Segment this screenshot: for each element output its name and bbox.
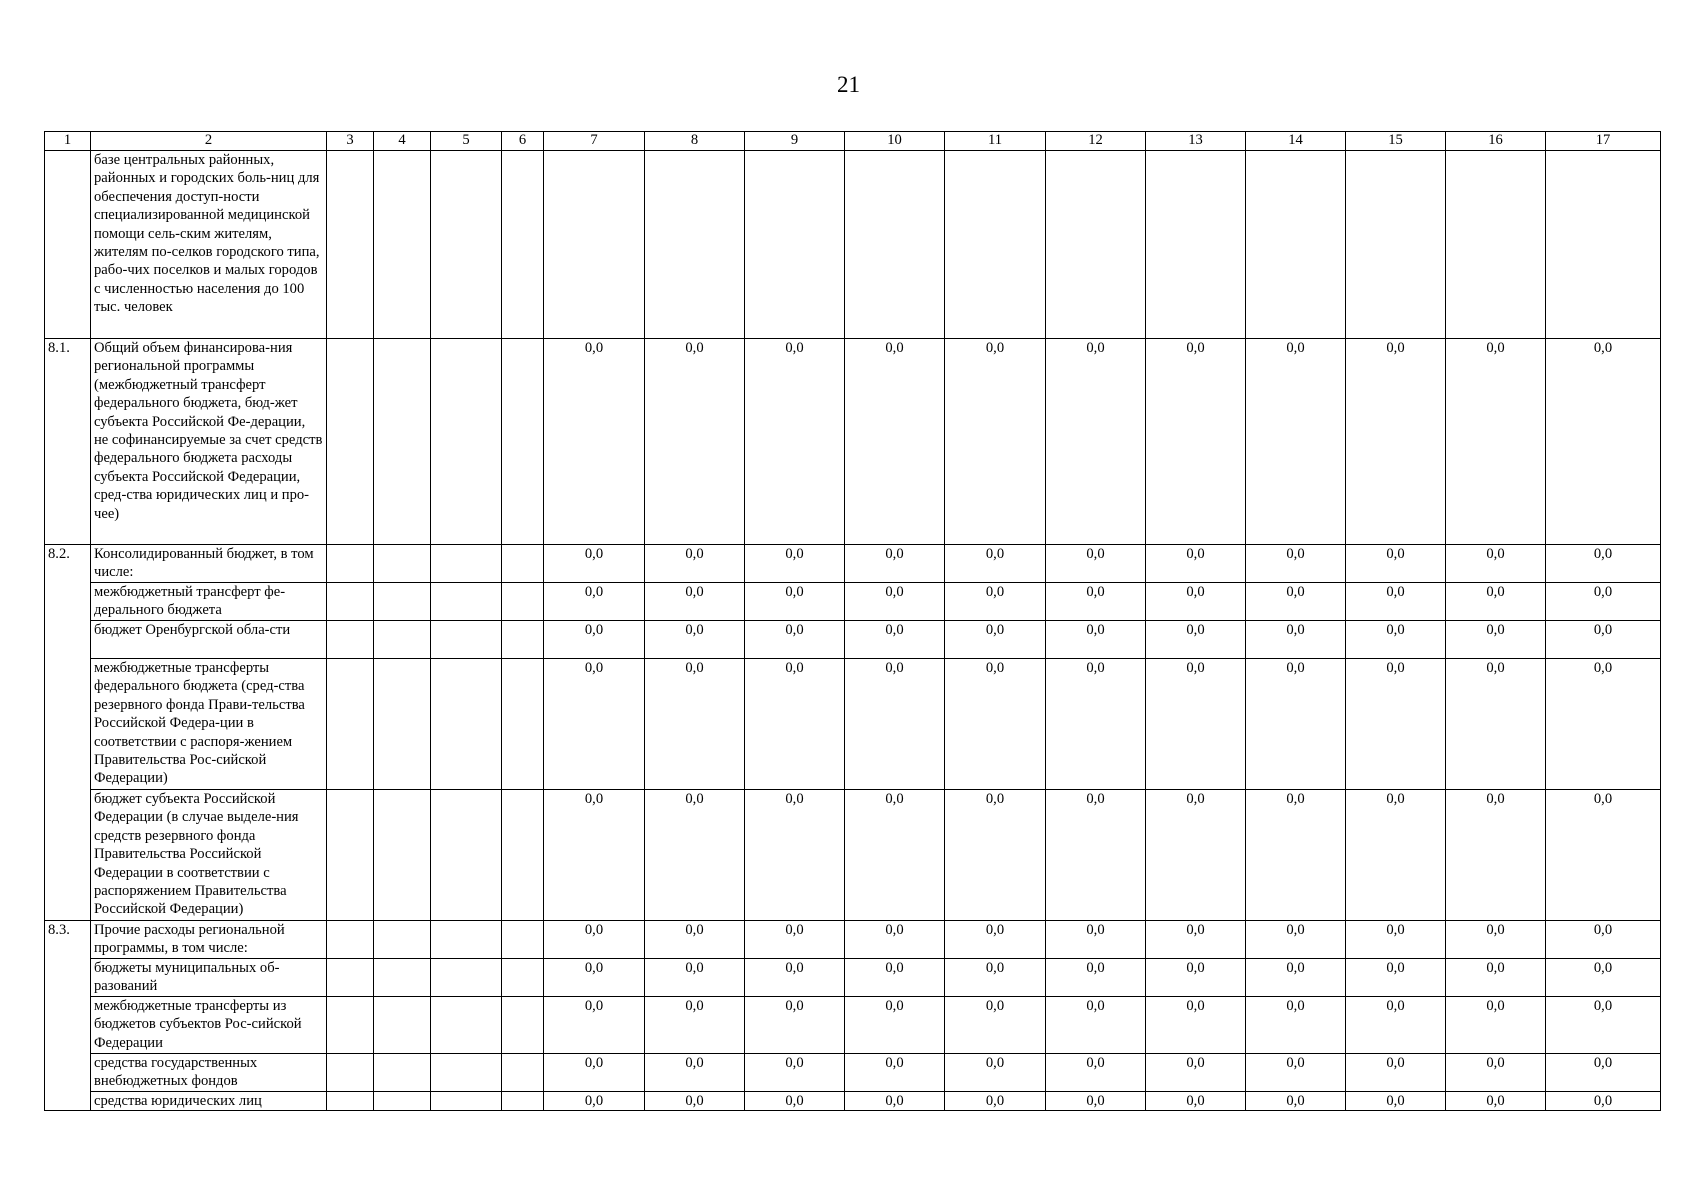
value-cell-col-12: 0,0 xyxy=(1046,659,1146,790)
empty-cell xyxy=(327,583,374,621)
empty-cell xyxy=(502,997,544,1054)
empty-cell xyxy=(431,621,502,659)
table-row xyxy=(45,1092,1661,1111)
empty-cell xyxy=(327,921,374,959)
empty-cell xyxy=(431,997,502,1054)
value-cell-col-7: 0,0 xyxy=(544,1092,645,1111)
empty-cell xyxy=(502,151,544,339)
value-cell-col-9: 0,0 xyxy=(745,621,845,659)
column-header-1: 1 xyxy=(45,132,91,151)
value-cell-col-16: 0,0 xyxy=(1446,959,1546,997)
empty-cell xyxy=(431,151,502,339)
row-description-cell: межбюджетные трансферты из бюджетов субъектов Рос-сийской Федерации xyxy=(91,997,327,1054)
value-cell-col-17: 0,0 xyxy=(1546,997,1661,1054)
value-cell-col-12 xyxy=(1046,151,1146,339)
value-cell-col-11: 0,0 xyxy=(945,621,1046,659)
value-cell-col-14: 0,0 xyxy=(1246,659,1346,790)
empty-cell xyxy=(327,151,374,339)
value-cell-col-11: 0,0 xyxy=(945,790,1046,921)
value-cell-col-11: 0,0 xyxy=(945,339,1046,545)
value-cell-col-9: 0,0 xyxy=(745,583,845,621)
value-cell-col-10: 0,0 xyxy=(845,583,945,621)
column-header-3: 3 xyxy=(327,132,374,151)
table-row xyxy=(45,790,1661,921)
value-cell-col-16: 0,0 xyxy=(1446,921,1546,959)
value-cell-col-7: 0,0 xyxy=(544,921,645,959)
value-cell-col-9: 0,0 xyxy=(745,790,845,921)
value-cell-col-17: 0,0 xyxy=(1546,583,1661,621)
empty-cell xyxy=(327,545,374,583)
empty-cell xyxy=(502,1092,544,1111)
empty-cell xyxy=(502,339,544,545)
value-cell-col-12: 0,0 xyxy=(1046,583,1146,621)
value-cell-col-9: 0,0 xyxy=(745,339,845,545)
value-cell-col-8: 0,0 xyxy=(645,339,745,545)
table-row xyxy=(45,583,1661,621)
value-cell-col-11: 0,0 xyxy=(945,1054,1046,1092)
value-cell-col-14: 0,0 xyxy=(1246,339,1346,545)
value-cell-col-11: 0,0 xyxy=(945,1092,1046,1111)
empty-cell xyxy=(327,659,374,790)
table-row xyxy=(45,151,1661,339)
empty-cell xyxy=(502,921,544,959)
column-header-7: 7 xyxy=(544,132,645,151)
table-header xyxy=(45,132,1661,151)
value-cell-col-13: 0,0 xyxy=(1146,339,1246,545)
value-cell-col-16: 0,0 xyxy=(1446,583,1546,621)
value-cell-col-10 xyxy=(845,151,945,339)
value-cell-col-15: 0,0 xyxy=(1346,339,1446,545)
value-cell-col-10: 0,0 xyxy=(845,959,945,997)
table-row xyxy=(45,339,1661,545)
empty-cell xyxy=(327,621,374,659)
value-cell-col-12: 0,0 xyxy=(1046,339,1146,545)
value-cell-col-8: 0,0 xyxy=(645,790,745,921)
empty-cell xyxy=(502,621,544,659)
value-cell-col-16: 0,0 xyxy=(1446,339,1546,545)
value-cell-col-10: 0,0 xyxy=(845,339,945,545)
empty-cell xyxy=(327,790,374,921)
empty-cell xyxy=(374,921,431,959)
value-cell-col-10: 0,0 xyxy=(845,997,945,1054)
table-row xyxy=(45,621,1661,659)
value-cell-col-16: 0,0 xyxy=(1446,621,1546,659)
value-cell-col-17: 0,0 xyxy=(1546,1054,1661,1092)
column-header-13: 13 xyxy=(1146,132,1246,151)
value-cell-col-12: 0,0 xyxy=(1046,921,1146,959)
value-cell-col-8: 0,0 xyxy=(645,659,745,790)
column-header-10: 10 xyxy=(845,132,945,151)
column-header-9: 9 xyxy=(745,132,845,151)
value-cell-col-11: 0,0 xyxy=(945,659,1046,790)
value-cell-col-7: 0,0 xyxy=(544,545,645,583)
value-cell-col-8: 0,0 xyxy=(645,583,745,621)
page-number: 21 xyxy=(837,72,860,97)
value-cell-col-14: 0,0 xyxy=(1246,545,1346,583)
value-cell-col-14: 0,0 xyxy=(1246,921,1346,959)
column-header-8: 8 xyxy=(645,132,745,151)
value-cell-col-17: 0,0 xyxy=(1546,621,1661,659)
value-cell-col-11: 0,0 xyxy=(945,997,1046,1054)
row-description-cell: межбюджетные трансферты федерального бюджета (сред-ства резервного фонда Прави-тельства Российской Федера-ции в соответствии с распоря-жением Правительства Рос-сийской Федерации) xyxy=(91,659,327,790)
value-cell-col-16: 0,0 xyxy=(1446,1092,1546,1111)
empty-cell xyxy=(374,659,431,790)
value-cell-col-7: 0,0 xyxy=(544,959,645,997)
value-cell-col-11: 0,0 xyxy=(945,545,1046,583)
value-cell-col-17: 0,0 xyxy=(1546,339,1661,545)
value-cell-col-8: 0,0 xyxy=(645,621,745,659)
empty-cell xyxy=(374,997,431,1054)
row-description-cell: бюджет субъекта Российской Федерации (в случае выделе-ния средств резервного фонда Правительства Российской Федерации в соответствии с распоряжением Правительства Российской Федерации) xyxy=(91,790,327,921)
empty-cell xyxy=(502,790,544,921)
empty-cell xyxy=(502,1054,544,1092)
value-cell-col-15: 0,0 xyxy=(1346,997,1446,1054)
value-cell-col-11 xyxy=(945,151,1046,339)
value-cell-col-17: 0,0 xyxy=(1546,959,1661,997)
row-description-cell: межбюджетный трансферт фе-дерального бюджета xyxy=(91,583,327,621)
value-cell-col-13: 0,0 xyxy=(1146,997,1246,1054)
value-cell-col-15: 0,0 xyxy=(1346,790,1446,921)
value-cell-col-11: 0,0 xyxy=(945,583,1046,621)
value-cell-col-13: 0,0 xyxy=(1146,545,1246,583)
empty-cell xyxy=(374,790,431,921)
column-header-17: 17 xyxy=(1546,132,1661,151)
row-number-cell: 8.2. xyxy=(45,545,91,921)
value-cell-col-13: 0,0 xyxy=(1146,659,1246,790)
value-cell-col-14 xyxy=(1246,151,1346,339)
value-cell-col-11: 0,0 xyxy=(945,921,1046,959)
empty-cell xyxy=(374,583,431,621)
value-cell-col-12: 0,0 xyxy=(1046,545,1146,583)
empty-cell xyxy=(431,1092,502,1111)
value-cell-col-15: 0,0 xyxy=(1346,1054,1446,1092)
column-header-11: 11 xyxy=(945,132,1046,151)
value-cell-col-13: 0,0 xyxy=(1146,621,1246,659)
empty-cell xyxy=(431,659,502,790)
value-cell-col-13: 0,0 xyxy=(1146,921,1246,959)
empty-cell xyxy=(374,151,431,339)
column-header-2: 2 xyxy=(91,132,327,151)
empty-cell xyxy=(431,790,502,921)
value-cell-col-8 xyxy=(645,151,745,339)
value-cell-col-10: 0,0 xyxy=(845,921,945,959)
empty-cell xyxy=(374,545,431,583)
empty-cell xyxy=(502,583,544,621)
column-header-14: 14 xyxy=(1246,132,1346,151)
header-row xyxy=(45,132,1661,151)
value-cell-col-10: 0,0 xyxy=(845,1092,945,1111)
value-cell-col-14: 0,0 xyxy=(1246,621,1346,659)
value-cell-col-17: 0,0 xyxy=(1546,1092,1661,1111)
value-cell-col-10: 0,0 xyxy=(845,659,945,790)
value-cell-col-7: 0,0 xyxy=(544,790,645,921)
financing-table xyxy=(44,131,1661,1111)
table-row xyxy=(45,959,1661,997)
value-cell-col-13: 0,0 xyxy=(1146,790,1246,921)
value-cell-col-12: 0,0 xyxy=(1046,997,1146,1054)
value-cell-col-14: 0,0 xyxy=(1246,959,1346,997)
value-cell-col-12: 0,0 xyxy=(1046,959,1146,997)
value-cell-col-15: 0,0 xyxy=(1346,921,1446,959)
value-cell-col-14: 0,0 xyxy=(1246,583,1346,621)
empty-cell xyxy=(327,1054,374,1092)
empty-cell xyxy=(327,339,374,545)
value-cell-col-14: 0,0 xyxy=(1246,790,1346,921)
value-cell-col-8: 0,0 xyxy=(645,1092,745,1111)
empty-cell xyxy=(431,959,502,997)
value-cell-col-9: 0,0 xyxy=(745,545,845,583)
value-cell-col-8: 0,0 xyxy=(645,959,745,997)
value-cell-col-7: 0,0 xyxy=(544,583,645,621)
value-cell-col-16: 0,0 xyxy=(1446,545,1546,583)
value-cell-col-9: 0,0 xyxy=(745,959,845,997)
value-cell-col-7: 0,0 xyxy=(544,1054,645,1092)
value-cell-col-14: 0,0 xyxy=(1246,997,1346,1054)
empty-cell xyxy=(502,959,544,997)
row-description-cell: Прочие расходы региональной программы, в том числе: xyxy=(91,921,327,959)
column-header-15: 15 xyxy=(1346,132,1446,151)
value-cell-col-8: 0,0 xyxy=(645,921,745,959)
value-cell-col-9 xyxy=(745,151,845,339)
value-cell-col-7: 0,0 xyxy=(544,997,645,1054)
table-body xyxy=(45,151,1661,1111)
empty-cell xyxy=(431,1054,502,1092)
value-cell-col-17 xyxy=(1546,151,1661,339)
value-cell-col-9: 0,0 xyxy=(745,1054,845,1092)
empty-cell xyxy=(431,583,502,621)
value-cell-col-16: 0,0 xyxy=(1446,659,1546,790)
column-header-6: 6 xyxy=(502,132,544,151)
value-cell-col-17: 0,0 xyxy=(1546,790,1661,921)
empty-cell xyxy=(374,1054,431,1092)
value-cell-col-17: 0,0 xyxy=(1546,659,1661,790)
table-row xyxy=(45,997,1661,1054)
value-cell-col-9: 0,0 xyxy=(745,659,845,790)
value-cell-col-16: 0,0 xyxy=(1446,997,1546,1054)
empty-cell xyxy=(431,545,502,583)
table-row xyxy=(45,1054,1661,1092)
value-cell-col-14: 0,0 xyxy=(1246,1054,1346,1092)
value-cell-col-15: 0,0 xyxy=(1346,659,1446,790)
value-cell-col-9: 0,0 xyxy=(745,921,845,959)
empty-cell xyxy=(502,659,544,790)
empty-cell xyxy=(327,1092,374,1111)
row-description-cell: средства государственных внебюджетных фондов xyxy=(91,1054,327,1092)
table-row xyxy=(45,659,1661,790)
row-number-cell: 8.3. xyxy=(45,921,91,1111)
value-cell-col-13: 0,0 xyxy=(1146,959,1246,997)
value-cell-col-17: 0,0 xyxy=(1546,921,1661,959)
value-cell-col-7: 0,0 xyxy=(544,339,645,545)
value-cell-col-12: 0,0 xyxy=(1046,1092,1146,1111)
value-cell-col-12: 0,0 xyxy=(1046,1054,1146,1092)
value-cell-col-10: 0,0 xyxy=(845,621,945,659)
empty-cell xyxy=(502,545,544,583)
value-cell-col-14: 0,0 xyxy=(1246,1092,1346,1111)
empty-cell xyxy=(374,621,431,659)
column-header-5: 5 xyxy=(431,132,502,151)
value-cell-col-12: 0,0 xyxy=(1046,621,1146,659)
value-cell-col-17: 0,0 xyxy=(1546,545,1661,583)
row-description-cell: Консолидированный бюджет, в том числе: xyxy=(91,545,327,583)
row-description-cell: бюджеты муниципальных об-разований xyxy=(91,959,327,997)
empty-cell xyxy=(327,997,374,1054)
row-description-cell: средства юридических лиц xyxy=(91,1092,327,1111)
value-cell-col-13: 0,0 xyxy=(1146,1092,1246,1111)
value-cell-col-11: 0,0 xyxy=(945,959,1046,997)
row-description-cell: базе центральных районных, районных и городских боль-ниц для обеспечения доступ-ности специализированной медицинской помощи сель-ским жителям, жителям по-селков городского типа, рабо-чих поселков и малых городов с численностью населения до 100 тыс. человек xyxy=(91,151,327,339)
row-description-cell: Общий объем финансирова-ния региональной программы (межбюджетный трансферт федерального бюджета, бюд-жет субъекта Российской Фе-дерации, не софинансируемые за счет средств федерального бюджета расходы субъекта Российской Федерации, сред-ства юридических лиц и про-чее) xyxy=(91,339,327,545)
value-cell-col-15: 0,0 xyxy=(1346,959,1446,997)
column-header-4: 4 xyxy=(374,132,431,151)
value-cell-col-16: 0,0 xyxy=(1446,790,1546,921)
value-cell-col-10: 0,0 xyxy=(845,1054,945,1092)
value-cell-col-7 xyxy=(544,151,645,339)
table-row xyxy=(45,545,1661,583)
value-cell-col-16 xyxy=(1446,151,1546,339)
value-cell-col-13: 0,0 xyxy=(1146,583,1246,621)
value-cell-col-8: 0,0 xyxy=(645,1054,745,1092)
empty-cell xyxy=(374,339,431,545)
empty-cell xyxy=(431,921,502,959)
row-number-cell: 8.1. xyxy=(45,339,91,545)
value-cell-col-15 xyxy=(1346,151,1446,339)
value-cell-col-12: 0,0 xyxy=(1046,790,1146,921)
value-cell-col-13 xyxy=(1146,151,1246,339)
value-cell-col-8: 0,0 xyxy=(645,545,745,583)
value-cell-col-15: 0,0 xyxy=(1346,621,1446,659)
column-header-16: 16 xyxy=(1446,132,1546,151)
value-cell-col-7: 0,0 xyxy=(544,659,645,790)
column-header-12: 12 xyxy=(1046,132,1146,151)
empty-cell xyxy=(327,959,374,997)
row-number-cell xyxy=(45,151,91,339)
empty-cell xyxy=(431,339,502,545)
value-cell-col-15: 0,0 xyxy=(1346,1092,1446,1111)
value-cell-col-10: 0,0 xyxy=(845,790,945,921)
value-cell-col-16: 0,0 xyxy=(1446,1054,1546,1092)
row-description-cell: бюджет Оренбургской обла-сти xyxy=(91,621,327,659)
value-cell-col-7: 0,0 xyxy=(544,621,645,659)
value-cell-col-13: 0,0 xyxy=(1146,1054,1246,1092)
empty-cell xyxy=(374,1092,431,1111)
value-cell-col-9: 0,0 xyxy=(745,1092,845,1111)
value-cell-col-9: 0,0 xyxy=(745,997,845,1054)
value-cell-col-8: 0,0 xyxy=(645,997,745,1054)
empty-cell xyxy=(374,959,431,997)
table-row xyxy=(45,921,1661,959)
value-cell-col-15: 0,0 xyxy=(1346,583,1446,621)
value-cell-col-10: 0,0 xyxy=(845,545,945,583)
value-cell-col-15: 0,0 xyxy=(1346,545,1446,583)
